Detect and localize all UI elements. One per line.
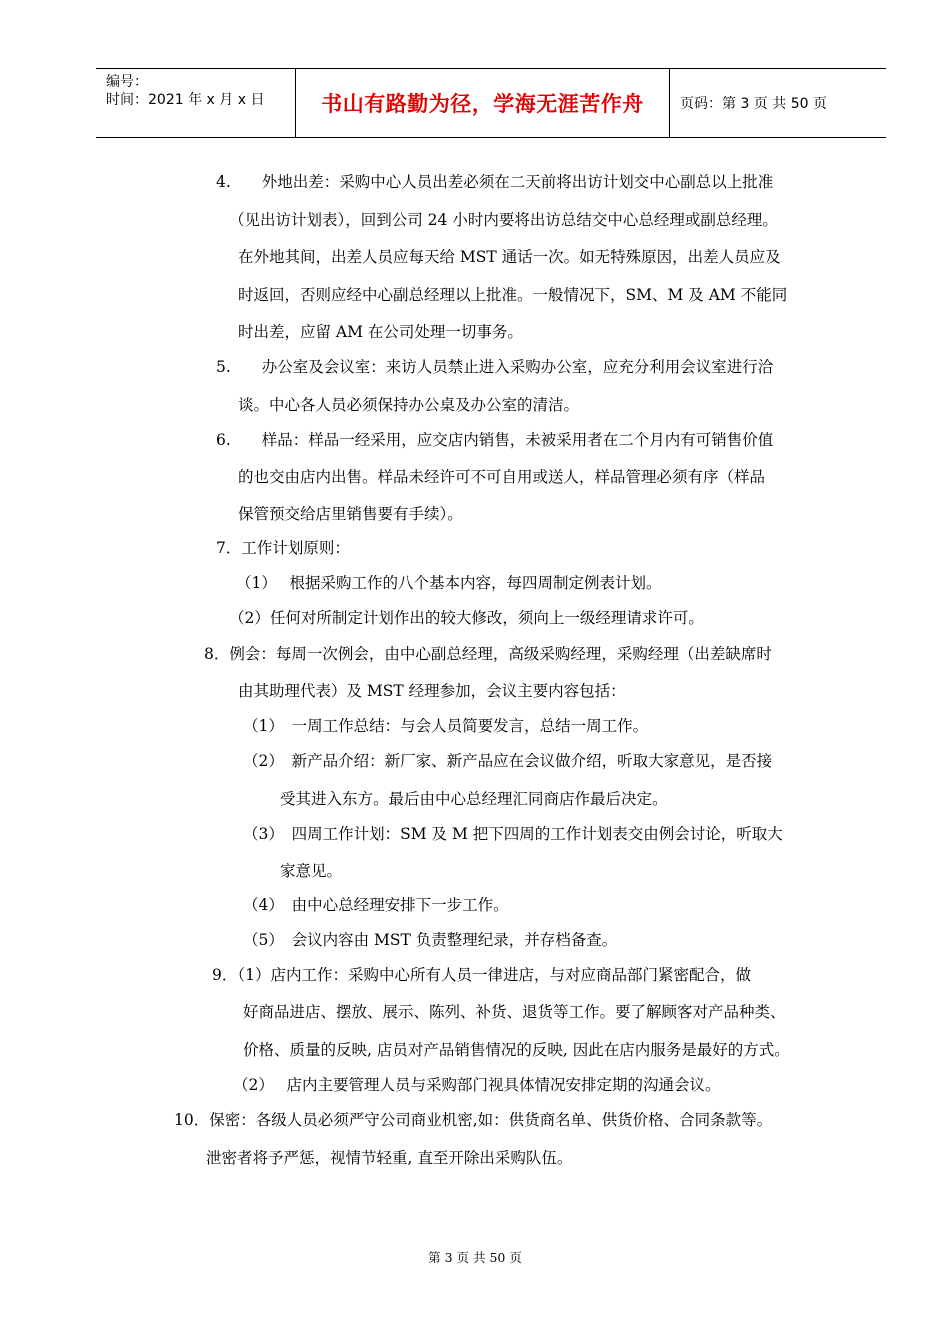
body-line: 8．例会：每周一次例会，由中心副总经理，高级采购经理，采购经理（出差缺席时 [204,645,772,663]
body-line: 在外地其间，出差人员应每天给 MST 通话一次。如无特殊原因，出差人员应及 [238,248,781,266]
body-line: （2） 店内主要管理人员与采购部门视具体情况安排定期的沟通会议。 [233,1076,721,1094]
body-line: （3） 四周工作计划：SM 及 M 把下四周的工作计划表交由例会讨论，听取大 [243,825,783,843]
body-line: 时返回，否则应经中心副总经理以上批准。一般情况下，SM、M 及 AM 不能同 [238,286,788,304]
body-line: （见出访计划表），回到公司 24 小时内要将出访总结交中心总经理或副总经理。 [229,211,778,229]
body-line: 时出差，应留 AM 在公司处理一切事务。 [238,323,523,341]
body-line: 10．保密：各级人员必须严守公司商业机密,如：供货商名单、供货价格、合同条款等。 [174,1111,773,1129]
body-line: （4） 由中心总经理安排下一步工作。 [243,896,509,914]
body-line: 泄密者将予严惩，视情节轻重, 直至开除出采购队伍。 [206,1149,573,1167]
document-time-label: 时间：2021 年 x 月 x 日 [106,92,265,108]
body-line: 家意见。 [280,862,343,880]
body-line: （1） 根据采购工作的八个基本内容，每四周制定例表计划。 [236,574,662,592]
body-line: （2）任何对所制定计划作出的较大修改，须向上一级经理请求许可。 [229,609,704,627]
body-line: 谈。中心各人员必须保持办公桌及办公室的清洁。 [238,396,580,414]
body-line: 7．工作计划原则： [216,539,350,557]
body-line: 价格、质量的反映, 店员对产品销售情况的反映, 因此在店内服务是最好的方式。 [243,1041,790,1059]
body-line: 由其助理代表）及 MST 经理参加，会议主要内容包括： [238,682,626,700]
header-meta [96,69,296,137]
body-line: 保管预交给店里销售要有手续）。 [238,505,463,523]
body-line: （5） 会议内容由 MST 负责整理纪录，并存档备查。 [243,931,618,949]
body-line: 5. 办公室及会议室：来访人员禁止进入采购办公室，应充分利用会议室进行洽 [216,358,774,376]
body-line: 好商品进店、摆放、展示、陈列、补货、退货等工作。要了解顾客对产品种类、 [243,1003,786,1021]
body-line: 4. 外地出差：采购中心人员出差必须在二天前将出访计划交中心副总以上批准 [216,173,774,191]
page-footer: 第 3 页 共 50 页 [428,1250,522,1265]
body-line: （2） 新产品介绍：新厂家、新产品应在会议做介绍，听取大家意见，是否接 [243,752,773,770]
header-page-number: 页码：第 3 页 共 50 页 [680,96,827,112]
body-line: 的也交由店内出售。样品未经许可不可自用或送人，样品管理必须有序（样品 [238,468,766,486]
header-motto: 书山有路勤为径，学海无涯苦作舟 [296,69,670,137]
document-number-label: 编号： [106,74,148,90]
body-line: 9．（1）店内工作：采购中心所有人员一律进店，与对应商品部门紧密配合，做 [212,966,751,984]
body-line: （1） 一周工作总结：与会人员简要发言，总结一周工作。 [243,717,649,735]
body-line: 6. 样品：样品一经采用，应交店内销售，未被采用者在二个月内有可销售价值 [216,431,774,449]
page-header [96,68,886,138]
body-line: 受其进入东方。最后由中心总经理汇同商店作最后决定。 [280,790,668,808]
